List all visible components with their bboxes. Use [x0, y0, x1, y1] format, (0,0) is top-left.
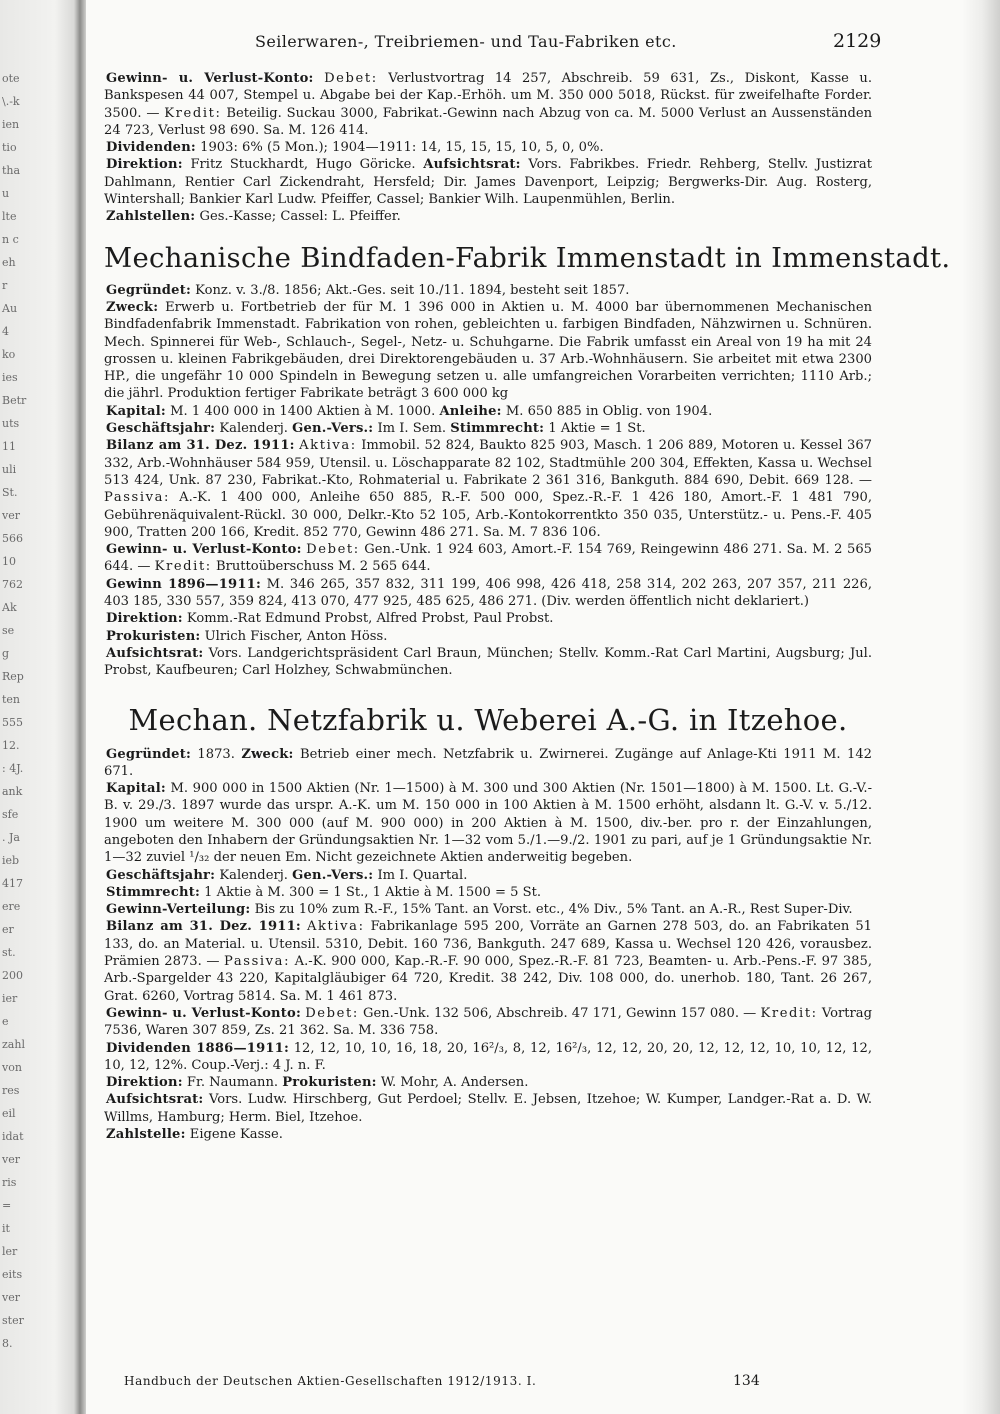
field-label: Zweck: [106, 299, 159, 315]
gutter-fragment: it [2, 1222, 10, 1235]
field-text: 1873. [190, 746, 242, 762]
entry-paragraph [104, 576, 872, 611]
gutter-fragment: ster [2, 1314, 24, 1327]
field-text: Ges.-Kasse; Cassel: L. Pfeiffer. [195, 209, 401, 225]
entry-paragraph [104, 282, 872, 299]
field-text: M. 346 265, 357 832, 311 199, 406 998, 426 418, 258 314, 202 263, 207 357, 211 226, 403 185, 330 557, 359 824, 413 070, 477 925, 485 625, 486 271. (Div. werden öffentlich nicht deklariert.) [104, 576, 872, 610]
gutter-fragment: ver [2, 1291, 20, 1304]
gutter-fragment: tio [2, 141, 17, 154]
gutter-fragment: Betr [2, 394, 27, 407]
gutter-fragment: se [2, 624, 15, 637]
running-header: Seilerwaren-, Treibriemen- und Tau-Fabriken etc. [255, 32, 677, 51]
gutter-fragment: eh [2, 256, 16, 269]
field-label: Geschäftsjahr: [106, 867, 216, 883]
entry-paragraph [104, 884, 872, 901]
gutter-fragment: St. [2, 486, 18, 499]
gutter-fragment: . Ja [2, 831, 20, 844]
gutter-fragment: 4 [2, 325, 9, 338]
field-text: Eigene Kasse. [185, 1127, 283, 1143]
gutter-fragment: 12. [2, 739, 20, 752]
gutter-fragment: 417 [2, 877, 23, 890]
field-text: 1903: 6% (5 Mon.); 1904—1911: 14, 15, 15, 15, 10, 5, 0, 0%. [195, 140, 604, 156]
gutter-fragment: ere [2, 900, 21, 913]
field-label: Gewinn- u. Verlust-Konto: [106, 71, 314, 86]
field-text: Vors. Ludw. Hirschberg, Gut Perdoel; Stellv. E. Jebsen, Itzehoe; W. Kumper, Landger.-Rat a. D. W. Willms, Hamburg; Herm. Biel, Itzehoe. [104, 1092, 872, 1125]
footer-publication: Handbuch der Deutschen Aktien-Gesellschaften 1912/1913. I. [124, 1374, 537, 1388]
field-label: Direktion: [106, 611, 183, 627]
entry-paragraph [104, 1126, 872, 1143]
gutter-fragment: ver [2, 509, 20, 522]
field-text: Debet: Gen.-Unk. 132 506, Abschreib. 47 171, Gewinn 157 080. — Kredit: Vortrag 7536, Waren 307 859, Zs. 21 362. Sa. M. 336 758. [104, 1005, 872, 1039]
entry-paragraph [104, 867, 872, 884]
gutter-fragment: st. [2, 946, 16, 959]
entry-paragraph [104, 645, 872, 680]
field-text: Kalenderj. [215, 421, 293, 437]
field-label: Geschäftsjahr: [106, 421, 216, 437]
gutter-fragment: ver [2, 1153, 20, 1166]
gutter-fragment: g [2, 647, 10, 660]
gutter-fragment: ank [2, 785, 23, 798]
company-entry [104, 282, 872, 680]
gutter-fragment: idat [2, 1130, 24, 1143]
gutter-fragment: 8. [2, 1337, 13, 1350]
gutter-fragment: 566 [2, 532, 23, 545]
gutter-fragment: eil [2, 1107, 16, 1120]
gutter-fragment: eits [2, 1268, 23, 1281]
entry-paragraph [104, 901, 872, 918]
field-text: M. 650 885 in Oblig. von 1904. [501, 403, 713, 419]
field-text: W. Mohr, A. Andersen. [376, 1075, 529, 1091]
gutter-fragment: \.-k [2, 95, 20, 108]
field-text: Erwerb u. Fortbetrieb der für M. 1 396 000 in Aktien u. M. 4000 bar übernommenen Mechanischen Bindfadenfabrik Immenstadt. Fabrikation von rohen, gebleichten u. farbigen Bindfaden, Nähzwirnen u. Schnüren. Mech. Spinnerei für Web-, Schlauch-, Segel-, Netz- u. Schuhgarne. Die Fabrik umfasst ein Areal von 19 ha mit 24 grossen u. kleinen Fabrikgebäuden, drei Direktorengebäuden u. 37 Arb.-Wohnhäusern. Sie arbeitet mit etwa 2300 HP., die ungefähr 10 000 Spindeln in Bewegung setzen u. alle umfangreichen Vorarbeiten verrichten; 1110 Arb.; die jährl. Produktion fertiger Fabrikate beträgt 3 600 000 kg [104, 299, 872, 402]
gutter-fragment: ieb [2, 854, 20, 867]
entry-paragraph [104, 918, 872, 1004]
gutter-fragment: er [2, 923, 14, 936]
gutter-fragment: zahl [2, 1038, 25, 1051]
entry-paragraph [104, 156, 872, 208]
field-text: Vors. Landgerichtspräsident Carl Braun, München; Stellv. Komm.-Rat Carl Martini, Augsburg; Jul. Probst, Kaufbeuren; Carl Holzhey, Schwabmünchen. [104, 645, 872, 679]
entry-paragraph [104, 420, 872, 437]
field-text: 12, 12, 10, 10, 16, 18, 20, 16²/₃, 8, 12, 16²/₃, 12, 12, 20, 20, 12, 12, 12, 10, 10, 12, 12, 10, 12, 12%. Coup.-Verj.: 4 J. n. F. [104, 1040, 872, 1073]
gutter-fragment: ier [2, 992, 18, 1005]
gutter-fragment: 10 [2, 555, 16, 568]
entry-paragraph [104, 746, 872, 781]
entry-paragraph [104, 610, 872, 627]
gutter-fragment: 762 [2, 578, 23, 591]
gutter-fragment: ote [2, 72, 20, 85]
gutter-fragment: tha [2, 164, 21, 177]
field-label: Prokuristen: [282, 1075, 377, 1091]
binding-gutter [0, 0, 86, 1414]
field-label: Zahlstellen: [106, 209, 196, 225]
field-label: Dividenden 1886—1911: [106, 1040, 290, 1056]
gutter-fragment: u [2, 187, 10, 200]
field-label: Prokuristen: [106, 628, 201, 644]
gutter-fragment: 11 [2, 440, 16, 453]
field-text: Im I. Quartal. [373, 867, 468, 883]
page-body [104, 70, 951, 1143]
field-text: M. 900 000 in 1500 Aktien (Nr. 1—1500) à M. 300 und 300 Aktien (Nr. 1501—1800) à M. 1500. Lt. G.-V.-B. v. 29./3. 1897 wurde das urspr. A.-K. um M. 150 000 in 100 Aktien à M. 1500 erhöht, alsdann lt. G.-V. v. 5./12. 1900 um weitere M. 300 000 (auf M. 900 000) in 200 Aktien à M. 1500, div.-ber. pro r. der Einzahlungen, angeboten den Inhabern der Gründungsaktien Nr. 1—32 vom 5./1.—9./2. 1901 zu pari, auf je 1 Gründungsaktie Nr. 1—32 zuviel ¹/₃₂ der neuen Em. Nicht gezeichnete Aktien anderweitig begeben. [104, 781, 872, 866]
entry-paragraph [104, 1040, 872, 1075]
gutter-fragment: ies [2, 371, 18, 384]
continued-entry [104, 70, 872, 226]
gutter-fragment: ten [2, 693, 21, 706]
gutter-fragment: lte [2, 210, 17, 223]
field-text: Konz. v. 3./8. 1856; Akt.-Ges. seit 10./11. 1894, besteht seit 1857. [190, 282, 630, 298]
field-text: Betrieb einer mech. Netzfabrik u. Zwirnerei. Zugänge auf Anlage-Kti 1911 M. 142 671. [104, 746, 872, 779]
entry-paragraph [104, 541, 872, 576]
field-label: Kapital: [106, 403, 166, 419]
page-edge-shadow [962, 0, 1000, 1414]
entry-paragraph [104, 299, 872, 403]
field-text: Kalenderj. [215, 867, 293, 883]
gutter-fragment: sfe [2, 808, 19, 821]
field-label: Bilanz am 31. Dez. 1911: [106, 919, 301, 935]
field-label: Gegründet: [106, 746, 191, 762]
company-entry [104, 746, 872, 1144]
field-text: Komm.-Rat Edmund Probst, Alfred Probst, Paul Probst. [182, 611, 554, 627]
field-label: Direktion: [106, 1075, 183, 1091]
field-label: Anleihe: [439, 403, 502, 419]
entry-paragraph [104, 208, 872, 225]
company-title: Mechanische Bindfaden-Fabrik Immenstadt in Immenstadt. [104, 241, 951, 274]
entry-paragraph [104, 403, 872, 420]
field-text: Aktiva: Fabrikanlage 595 200, Vorräte an Garnen 278 503, do. an Fabrikaten 51 133, do. an Material. u. Utensil. 5310, Debit. 160 736, Bankguth. 247 689, Kassa u. Wechsel 120 426, vorausbez. Prämien 2873. — Passiva: A.-K. 900 000, Kap.-R.-F. 90 000, Spez.-R.-F. 81 723, Beamten- u. Arb.-Pens.-F. 97 385, Arb.-Spargelder 43 220, Kapitalgläubiger 64 720, Kredit. 38 242, Div. 108 000, do. unerhob. 180, Tant. 26 267, Grat. 6260, Vortrag 5814. Sa. M. 1 461 873. [104, 919, 873, 1004]
gutter-fragment: Au [2, 302, 18, 315]
gutter-fragment: : 4J. [2, 762, 24, 775]
field-label: Gen.-Vers.: [292, 867, 374, 883]
footer-sheet-number: 134 [733, 1373, 760, 1389]
entry-paragraph [104, 1074, 872, 1091]
field-text: Fritz Stuckhardt, Hugo Göricke. [182, 157, 424, 173]
page-number: 2129 [833, 30, 882, 52]
entry-paragraph [104, 437, 872, 541]
gutter-fragment: n c [2, 233, 19, 246]
field-label: Direktion: [106, 157, 183, 173]
field-text: Aktiva: Immobil. 52 824, Baukto 825 903, Masch. 1 206 889, Motoren u. Kessel 367 332, Arb.-Wohnhäuser 584 959, Utensil. u. Löschapparate 82 102, Stadtmühle 200 304, Effekten, Kassa u. Wechsel 513 424, Unk. 87 230, Fabrikat.-Kto, Rohmaterial u. Fabrikate 2 361 316, Bankguth. 884 690, Debit. 669 128. — Passiva: A.-K. 1 400 000, Anleihe 650 885, R.-F. 500 000, Spez.-R.-F. 1 426 180, Amort.-F. 1 481 790, Gebührenäquivalent-Rückl. 30 000, Delkr.-Kto 52 105, Arb.-Kontokorrentkto 350 035, Unterstütz.- u. Pens.-F. 405 900, Tratten 200 166, Kredit. 852 770, Gewinn 486 271. Sa. M. 7 836 106. [104, 438, 872, 540]
field-label: Aufsichtsrat: [106, 645, 204, 661]
field-text: Im I. Sem. [373, 421, 451, 437]
field-label: Gewinn 1896—1911: [106, 576, 261, 592]
gutter-fragment: uts [2, 417, 20, 430]
entry-paragraph [104, 139, 872, 156]
field-text: 1 Aktie à M. 300 = 1 St., 1 Aktie à M. 1500 = 5 St. [200, 884, 542, 900]
field-label: Stimmrecht: [106, 884, 200, 900]
gutter-fragment: ko [2, 348, 16, 361]
gutter-fragment: 555 [2, 716, 23, 729]
gutter-fragment: von [2, 1061, 22, 1074]
field-label: Kapital: [106, 781, 166, 797]
field-text: Ulrich Fischer, Anton Höss. [200, 628, 388, 644]
gutter-fragment: e [2, 1015, 9, 1028]
field-text: Fr. Naumann. [182, 1075, 283, 1091]
entry-paragraph [104, 1005, 872, 1040]
gutter-fragment: ien [2, 118, 20, 131]
company-title: Mechan. Netzfabrik u. Weberei A.-G. in Itzehoe. [128, 702, 848, 737]
field-text: M. 1 400 000 in 1400 Aktien à M. 1000. [165, 403, 440, 419]
gutter-fragment: r [2, 279, 8, 292]
field-label: Gewinn-Verteilung: [106, 902, 251, 918]
field-label: Gen.-Vers.: [292, 421, 374, 437]
gutter-fragment: Ak [2, 601, 17, 614]
field-text: Debet: Verlustvortrag 14 257, Abschreib. 59 631, Zs., Diskont, Kasse u. Bankspesen 44 007, Stempel u. Abgabe bei der Kap.-Erhöh. um M. 350 000 5018, Rückst. für zweifelhafte Forder. 3500. — Kredit: Beteilig. Suckau 3000, Fabrikat.-Gewinn nach Abzug von ca. M. 5000 Verlust an Aussenständen 24 723, Verlust 98 690. Sa. M. 126 414. [104, 71, 873, 138]
gutter-fragment: res [2, 1084, 20, 1097]
field-label: Dividenden: [106, 140, 196, 156]
field-text: 1 Aktie = 1 St. [544, 421, 646, 437]
gutter-fragment: Rep [2, 670, 24, 683]
field-label: Gewinn- u. Verlust-Konto: [106, 1005, 301, 1021]
gutter-fragment: = [2, 1199, 12, 1212]
entry-paragraph [104, 70, 872, 139]
gutter-fragment: ris [2, 1176, 17, 1189]
gutter-fragment: uli [2, 463, 17, 476]
entry-paragraph [104, 1091, 872, 1126]
field-label: Aufsichtsrat: [106, 1092, 204, 1108]
gutter-fragment: 200 [2, 969, 23, 982]
entry-paragraph [104, 780, 872, 866]
field-label: Gewinn- u. Verlust-Konto: [106, 542, 302, 558]
gutter-fragment: ler [2, 1245, 18, 1258]
field-label: Zahlstelle: [106, 1127, 186, 1143]
field-label: Stimmrecht: [450, 421, 545, 437]
field-label: Zweck: [241, 746, 294, 762]
field-label: Aufsichtsrat: [423, 157, 521, 173]
field-text: Debet: Gen.-Unk. 1 924 603, Amort.-F. 154 769, Reingewinn 486 271. Sa. M. 2 565 644. — Kredit: Bruttoüberschuss M. 2 565 644. [104, 542, 872, 575]
field-text: Vors. Fabrikbes. Friedr. Rehberg, Stellv. Justizrat Dahlmann, Rentier Carl Zickendraht, Hersfeld; Dir. James Davenport, Leipzig; Bergwerks-Dir. Aug. Rosterg, Wintershall; Bankier Karl Ludw. Pfeiffer, Cassel; Bankier Wilh. Laupenmühlen, Berlin. [104, 157, 873, 208]
field-label: Gegründet: [106, 282, 191, 298]
field-text: Bis zu 10% zum R.-F., 15% Tant. an Vorst. etc., 4% Div., 5% Tant. an A.-R., Rest Super-Div. [250, 902, 853, 918]
entry-paragraph [104, 628, 872, 645]
field-label: Bilanz am 31. Dez. 1911: [106, 438, 295, 454]
